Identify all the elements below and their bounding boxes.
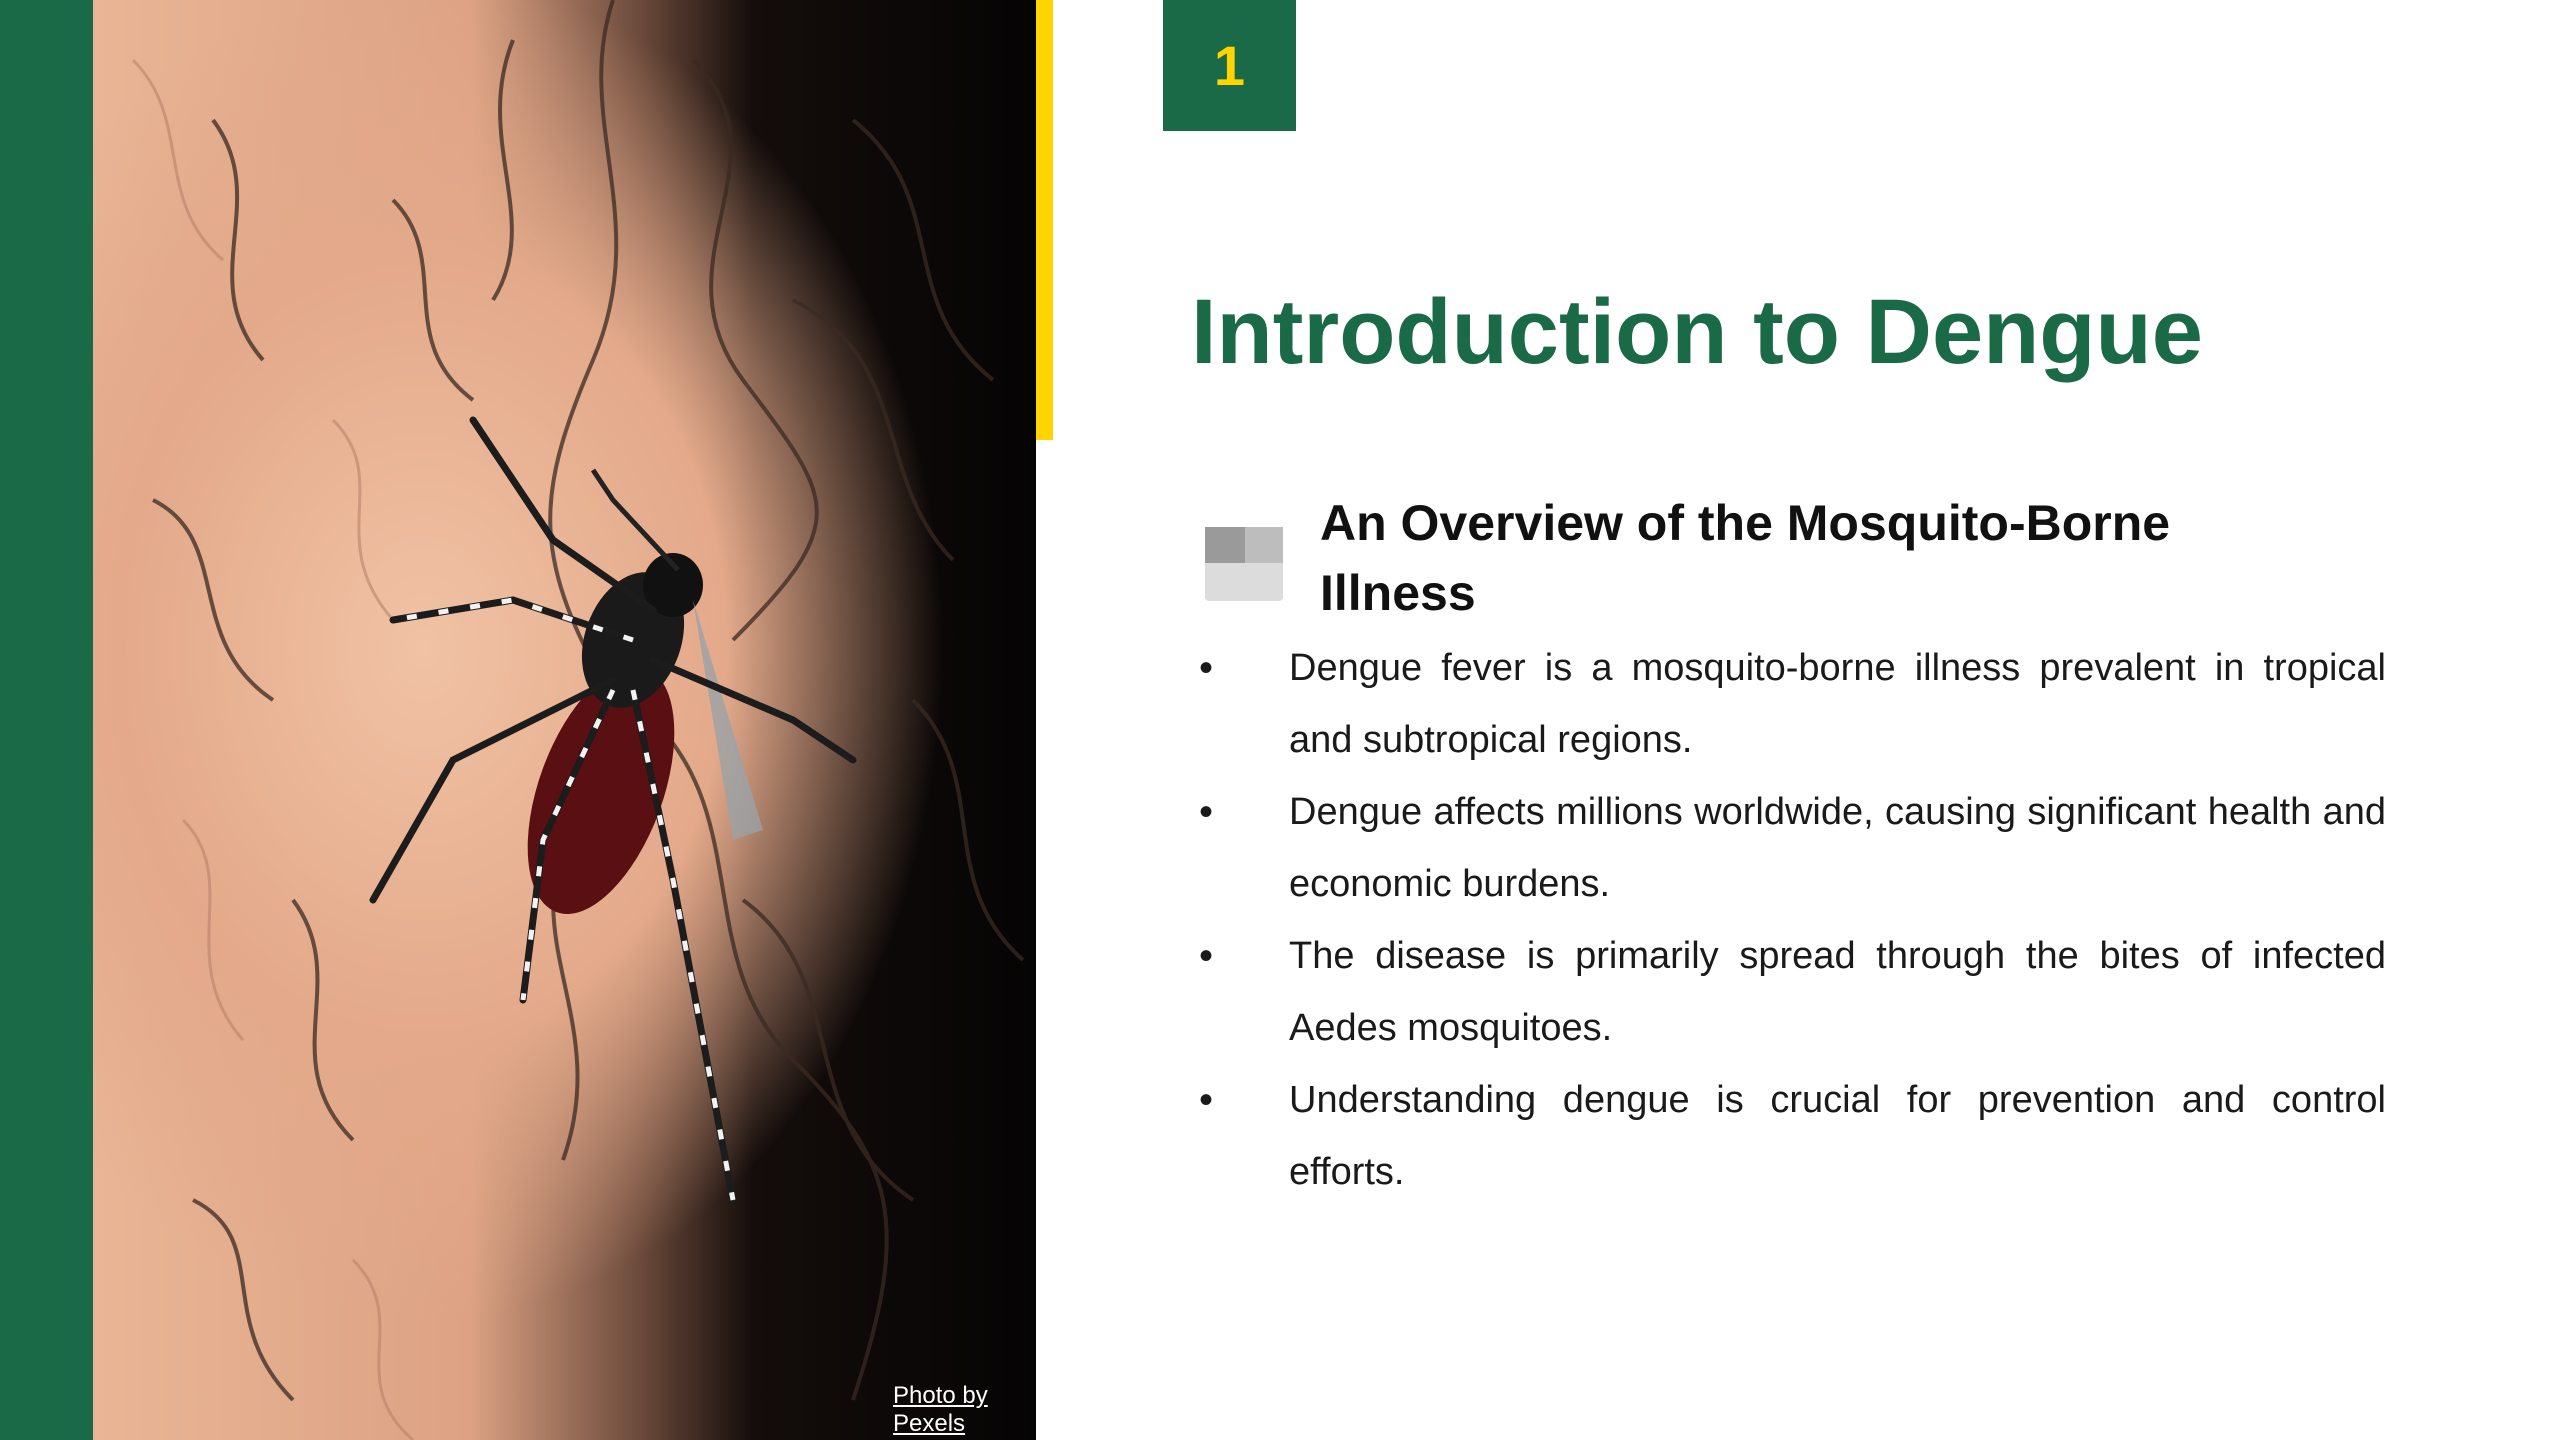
mosquito-illustration-icon (93, 0, 1036, 1440)
slide-subtitle: An Overview of the Mosquito-Borne Illness (1320, 495, 2171, 621)
left-green-band (0, 0, 93, 1440)
bullet-text: Understanding dengue is crucial for prevention and control efforts. (1289, 1079, 2386, 1193)
page-number-badge (1163, 0, 1296, 131)
bullet-list (1191, 632, 2386, 1208)
bullet-dot: • (1199, 790, 1214, 834)
yellow-accent-bar (1036, 0, 1053, 440)
bullet-text: The disease is primarily spread through the bites of infected Aedes mosquitoes. (1289, 935, 2386, 1049)
subtitle-icon (1201, 523, 1285, 603)
bullet-text: Dengue affects millions worldwide, causing significant health and economic burdens. (1289, 791, 2386, 905)
bullet-item (1191, 1064, 2386, 1208)
page-number: 1 (1213, 34, 1246, 97)
bullet-text: Dengue fever is a mosquito-borne illness prevalent in tropical and subtropical regions. (1289, 647, 2386, 761)
bullet-dot: • (1199, 1078, 1214, 1122)
bullet-item (1191, 920, 2386, 1064)
bullet-item (1191, 632, 2386, 776)
bullet-dot: • (1199, 934, 1214, 978)
mosquito-photo (93, 0, 1036, 1440)
photo-credit-link[interactable]: Photo by Pexels (893, 1382, 988, 1437)
bullet-item (1191, 776, 2386, 920)
bullet-dot: • (1199, 646, 1214, 690)
slide-title: Introduction to Dengue (1191, 281, 2203, 383)
